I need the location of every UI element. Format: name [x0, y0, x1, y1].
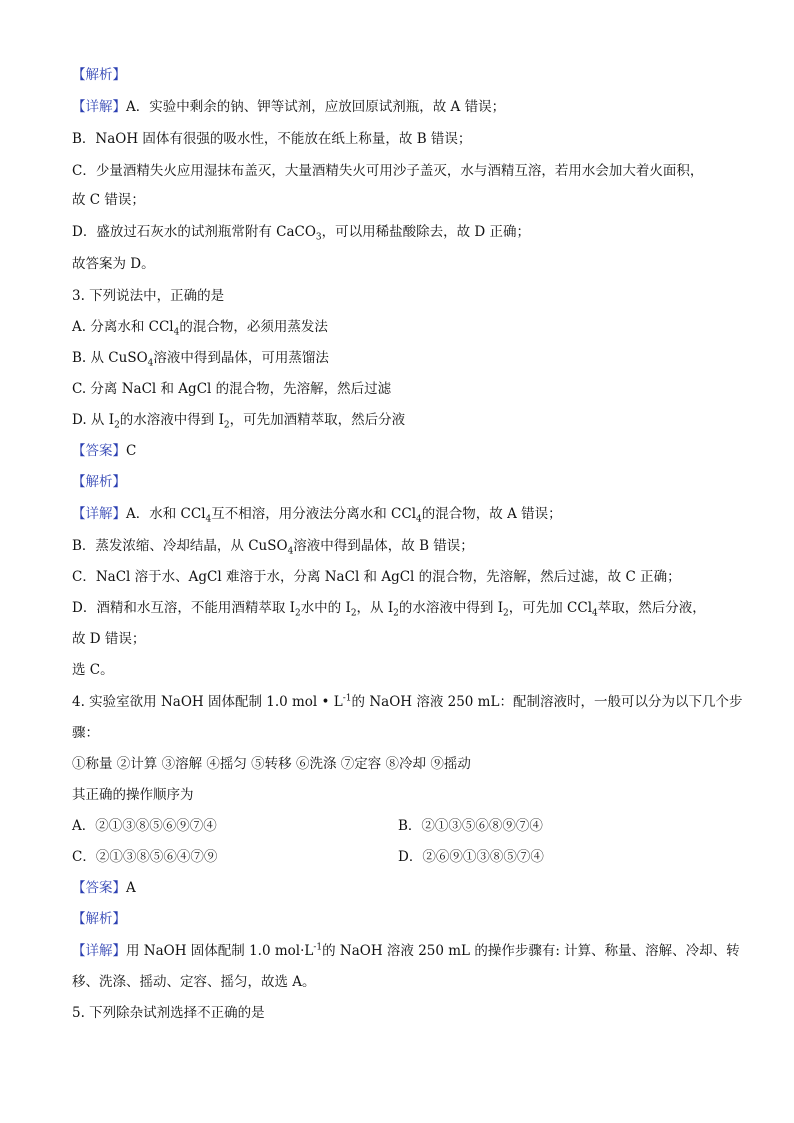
question-5-stem: 5. 下列除杂试剂选择不正确的是: [72, 1005, 265, 1021]
question-4-stem: 4. 实验室欲用 NaOH 固体配制 1.0 mol • $L^{-1}$的 NaOH 溶液 250 mL：配制溶液时，一般可以分为以下几个步: [72, 693, 743, 710]
question-4-option-b: B．②①③⑤⑥⑧⑨⑦④: [398, 818, 543, 834]
question-4-option-d: D．②⑥⑨①③⑧⑤⑦④: [398, 849, 544, 865]
question-3-option-d: D. 从 $I_2$的水溶液中得到 $I_2$，可先加酒精萃取，然后分液: [72, 412, 406, 431]
detail-line: 【详解】A．实验中剩余的钠、钾等试剂，应放回原试剂瓶，故 A 错误；: [72, 99, 506, 115]
question-3-conclusion: 选 C。: [72, 662, 114, 678]
question-3-option-c: C. 分离 NaCl 和 AgCl 的混合物，先溶解，然后过滤: [72, 381, 392, 397]
option-b-explanation: B．NaOH 固体有很强的吸水性，不能放在纸上称量，故 B 错误；: [72, 131, 472, 147]
option-c-explanation: C．少量酒精失火应用湿抹布盖灭，大量酒精失火可用沙子盖灭，水与酒精互溶，若用水会加大着火面积，: [72, 163, 704, 179]
question-3-detail-d: D．酒精和水互溶，不能用酒精萃取 $I_2$水中的 $I_2$，从 $I_2$的水溶液中得到 $I_2$，可先加 CCl$_4$萃取，然后分液，: [72, 600, 706, 619]
question-4-prompt: 其正确的操作顺序为: [72, 787, 194, 803]
question-3-option-a: A. 分离水和 CCl$_4$的混合物，必须用蒸发法: [72, 319, 328, 338]
question-4-detail: 【详解】用 NaOH 固体配制 1.0 $mol\cdot L^{-1}$的 NaOH 溶液 250 mL 的操作步骤有: 计算、称量、溶解、冷却、转: [72, 942, 740, 959]
option-d-explanation: D．盛放过石灰水的试剂瓶常附有 CaCO$_3$，可以用稀盐酸除去，故 D 正确；: [72, 224, 531, 243]
question-3-stem: 3. 下列说法中，正确的是: [72, 288, 225, 304]
question-4-option-c: C．②①③⑧⑤⑥④⑦⑨: [72, 849, 218, 865]
analysis-tag: 【解析】: [72, 67, 126, 83]
question-4-steps: ①称量 ②计算 ③溶解 ④摇匀 ⑤转移 ⑥洗涤 ⑦定容 ⑧冷却 ⑨摇动: [72, 756, 471, 772]
question-3-answer: 【答案】C: [72, 443, 137, 459]
answer-tag: 【答案】: [72, 880, 126, 896]
detail-tag: 【详解】: [72, 943, 126, 959]
question-3-option-b: B. 从 CuSO$_4$溶液中得到晶体，可用蒸馏法: [72, 350, 329, 369]
option-c-explanation-cont: 故 C 错误；: [72, 192, 145, 208]
question-4-detail-cont: 移、洗涤、摇动、定容、摇匀，故选 A。: [72, 974, 316, 990]
question-4-answer: 【答案】A: [72, 880, 136, 896]
question-3-detail-b: B．蒸发浓缩、冷却结晶，从 CuSO$_4$溶液中得到晶体，故 B 错误；: [72, 538, 474, 557]
question-4-stem-cont: 骤：: [72, 725, 99, 741]
detail-tag: 【详解】: [72, 506, 126, 522]
analysis-tag: 【解析】: [72, 474, 126, 490]
answer-tag: 【答案】: [72, 443, 126, 459]
question-3-detail-c: C．NaCl 溶于水、AgCl 难溶于水，分离 NaCl 和 AgCl 的混合物，先溶解，然后过滤，故 C 正确；: [72, 569, 681, 585]
detail-tag: 【详解】: [72, 99, 126, 115]
conclusion: 故答案为 D。: [72, 256, 155, 272]
question-3-detail-a: 【详解】A．水和 CCl$_4$互不相溶，用分液法分离水和 CCl$_4$的混合物，故 A 错误；: [72, 506, 562, 525]
question-4-option-a: A．②①③⑧⑤⑥⑨⑦④: [72, 818, 217, 834]
analysis-tag: 【解析】: [72, 911, 126, 927]
question-3-detail-d-cont: 故 D 错误；: [72, 631, 146, 647]
